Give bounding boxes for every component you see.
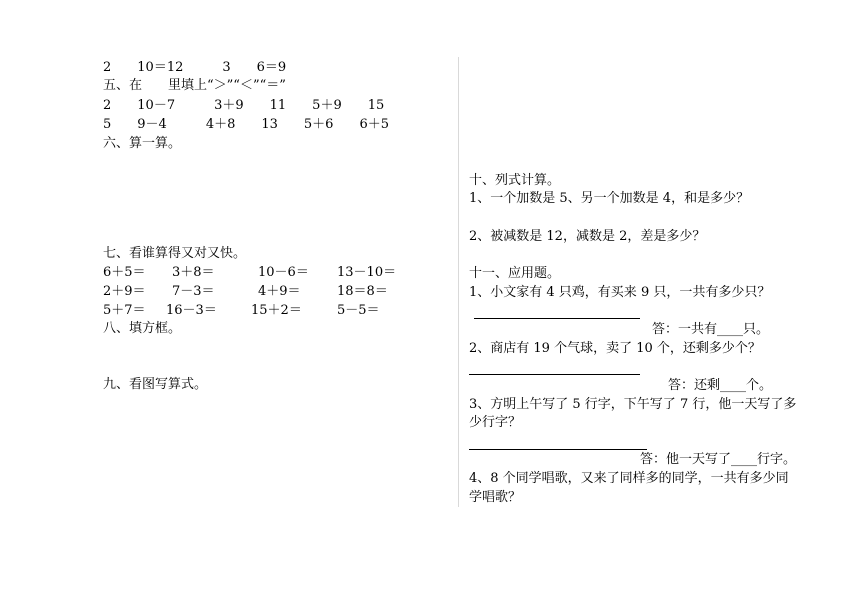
answer-line — [469, 449, 647, 450]
calc-cell: 6＋5＝ — [103, 265, 146, 280]
question-11-3-line-2: 少行字？ — [469, 415, 522, 430]
question-11-4-line-1: 4、8 个同学唱歌，又来了同样多的同学，一共有多少同 — [469, 471, 789, 486]
calc-cell: 4＋9＝ — [258, 284, 301, 299]
calc-cell: 13－10＝ — [337, 265, 397, 280]
compare-row-1: 2 10－7 3＋9 11 5＋9 15 — [103, 98, 385, 113]
section-8-title: 八、填方框。 — [103, 321, 182, 336]
compare-row-2: 5 9－4 4＋8 13 5＋6 6＋5 — [103, 117, 389, 132]
question-10-2: 2、被减数是 12，减数是 2，差是多少？ — [469, 229, 706, 244]
column-divider — [458, 57, 459, 507]
answer-line — [474, 318, 640, 319]
section-5-title: 五、在 里填上“＞”“＜”“＝” — [103, 78, 286, 93]
answer-11-2: 答：还剩____个。 — [668, 378, 773, 393]
question-11-3-line-1: 3、方明上午写了 5 行字，下午写了 7 行，他一天写了多 — [469, 397, 797, 412]
calc-cell: 5－5＝ — [337, 303, 380, 318]
question-11-4-line-2: 学唱歌？ — [469, 490, 522, 505]
answer-11-3: 答：他一天写了____行字。 — [640, 452, 797, 467]
answer-11-1: 答：一共有____只。 — [652, 322, 770, 337]
calc-cell: 10－6＝ — [258, 265, 309, 280]
section-7-title: 七、看谁算得又对又快。 — [103, 246, 247, 261]
section-11-title: 十一、应用题。 — [469, 266, 561, 281]
calc-cell: 2＋9＝ — [103, 284, 146, 299]
section-6-title: 六、算一算。 — [103, 136, 182, 151]
calc-cell: 7－3＝ — [172, 284, 215, 299]
question-11-2: 2、商店有 19 个气球，卖了 10 个，还剩多少个？ — [469, 341, 761, 356]
section-10-title: 十、列式计算。 — [469, 173, 561, 188]
question-11-1: 1、小文家有 4 只鸡，有买来 9 只，一共有多少只？ — [469, 285, 771, 300]
calc-cell: 5＋7＝ — [103, 303, 146, 318]
answer-line — [469, 374, 640, 375]
section-9-title: 九、看图写算式。 — [103, 377, 208, 392]
calc-cell: 3＋8＝ — [172, 265, 215, 280]
calc-cell: 16－3＝ — [166, 303, 217, 318]
equation-line: 2 10＝12 3 6＝9 — [103, 60, 287, 75]
question-10-1: 1、一个加数是 5、另一个加数是 4，和是多少？ — [469, 191, 750, 206]
calc-cell: 15＋2＝ — [251, 303, 302, 318]
calc-cell: 18＝8＝ — [337, 284, 388, 299]
